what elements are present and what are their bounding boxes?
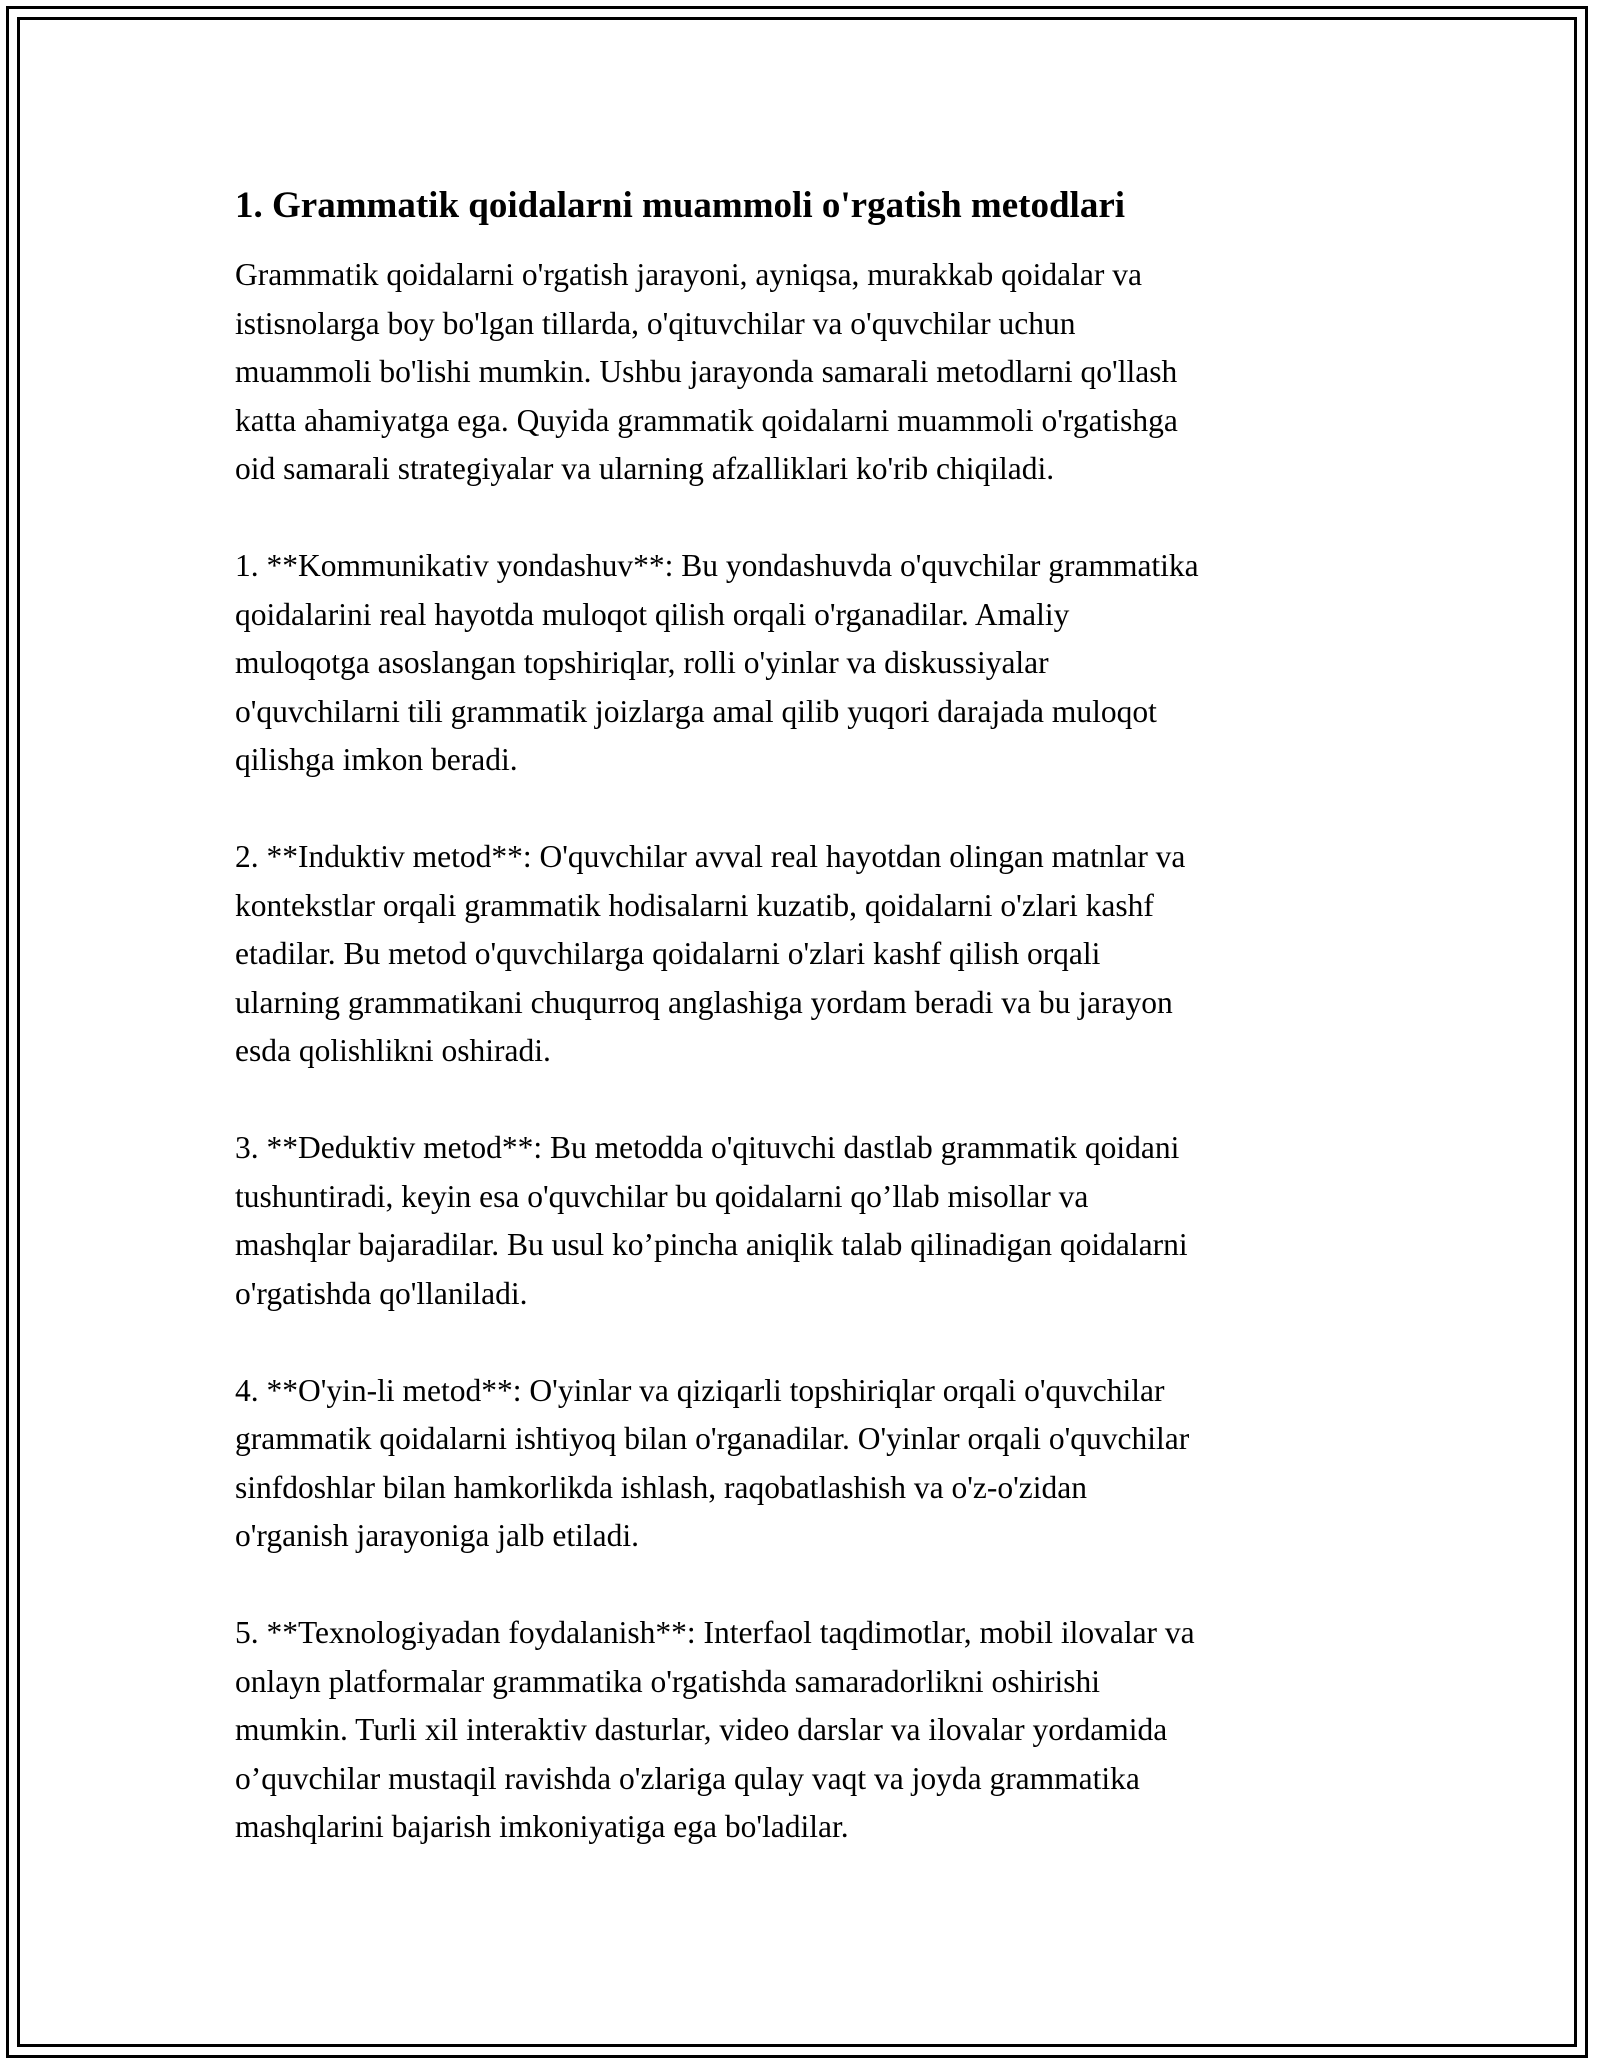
paragraph-line: sinfdoshlar bilan hamkorlikda ishlash, raqobatlashish va o'z-o'zidan xyxy=(235,1469,1088,1505)
paragraph-line: onlayn platformalar grammatika o'rgatishda samaradorlikni oshirishi xyxy=(235,1663,1100,1699)
paragraph-line: o'quvchilarni tili grammatik joizlarga amal qilib yuqori darajada muloqot xyxy=(235,693,1157,729)
method-paragraph-deductive xyxy=(235,1124,1375,1318)
paragraph-line: o'rganish jarayoniga jalb etiladi. xyxy=(235,1518,639,1553)
paragraph-line: muammoli bo'lishi mumkin. Ushbu jarayonda samarali metodlarni qo'llash xyxy=(235,354,1178,389)
document-body xyxy=(235,182,1375,1900)
paragraph-line: o'rgatishda qo'llaniladi. xyxy=(235,1275,528,1311)
paragraph-line: 2. **Induktiv metod**: O'quvchilar avval real hayotdan olingan matnlar va xyxy=(235,839,1186,874)
paragraph-line: oid samarali strategiyalar va ularning afzalliklari ko'rib chiqiladi. xyxy=(235,451,1055,486)
paragraph-line: katta ahamiyatga ega. Quyida grammatik qoidalarni muammoli o'rgatishga xyxy=(235,402,1178,438)
paragraph-line: mumkin. Turli xil interaktiv dasturlar, video darslar va ilovalar yordamida xyxy=(235,1712,1168,1747)
paragraph-line: ularning grammatikani chuqurroq anglashiga yordam beradi va bu jarayon xyxy=(235,984,1173,1020)
paragraph-line: grammatik qoidalarni ishtiyoq bilan o'rganadilar. O'yinlar orqali o'quvchilar xyxy=(235,1421,1190,1456)
paragraph-line: 1. **Kommunikativ yondashuv**: Bu yondashuvda o'quvchilar grammatika xyxy=(235,548,1199,583)
method-paragraph-inductive xyxy=(235,833,1375,1076)
method-paragraph-game xyxy=(235,1367,1375,1561)
paragraph-line: o’quvchilar mustaqil ravishda o'zlariga qulay vaqt va joyda grammatika xyxy=(235,1760,1140,1796)
method-paragraph-communicative xyxy=(235,542,1375,785)
paragraph-line: 3. **Deduktiv metod**: Bu metodda o'qituvchi dastlab grammatik qoidani xyxy=(235,1130,1180,1165)
paragraph-line: istisnolarga boy bo'lgan tillarda, o'qituvchilar va o'quvchilar uchun xyxy=(235,305,1076,341)
paragraph-line: 5. **Texnologiyadan foydalanish**: Interfaol taqdimotlar, mobil ilovalar va xyxy=(235,1615,1195,1650)
paragraph-line: mashqlarini bajarish imkoniyatiga ega bo'ladilar. xyxy=(235,1809,849,1844)
paragraph-line: qilishga imkon beradi. xyxy=(235,742,518,777)
paragraph-line: qoidalarini real hayotda muloqot qilish orqali o'rganadilar. Amaliy xyxy=(235,596,1070,632)
paragraph-line: Grammatik qoidalarni o'rgatish jarayoni, ayniqsa, murakkab qoidalar va xyxy=(235,257,1142,292)
paragraph-line: etadilar. Bu metod o'quvchilarga qoidalarni o'zlari kashf qilish orqali xyxy=(235,936,1101,971)
method-paragraph-technology xyxy=(235,1609,1375,1852)
paragraph-line: mashqlar bajaradilar. Bu usul ko’pincha aniqlik talab qilinadigan qoidalarni xyxy=(235,1227,1188,1262)
page-title: 1. Grammatik qoidalarni muammoli o'rgatish metodlari xyxy=(235,185,1126,226)
paragraph-line: tushuntiradi, keyin esa o'quvchilar bu qoidalarni qo’llab misollar va xyxy=(235,1178,1089,1214)
paragraph-line: esda qolishlikni oshiradi. xyxy=(235,1033,551,1068)
paragraph-line: 4. **O'yin-li metod**: O'yinlar va qiziqarli topshiriqlar orqali o'quvchilar xyxy=(235,1372,1165,1408)
paragraph-line: kontekstlar orqali grammatik hodisalarni kuzatib, qoidalarni o'zlari kashf xyxy=(235,887,1154,923)
paragraph-line: muloqotga asoslangan topshiriqlar, rolli o'yinlar va diskussiyalar xyxy=(235,645,1049,680)
intro-paragraph xyxy=(235,251,1375,494)
